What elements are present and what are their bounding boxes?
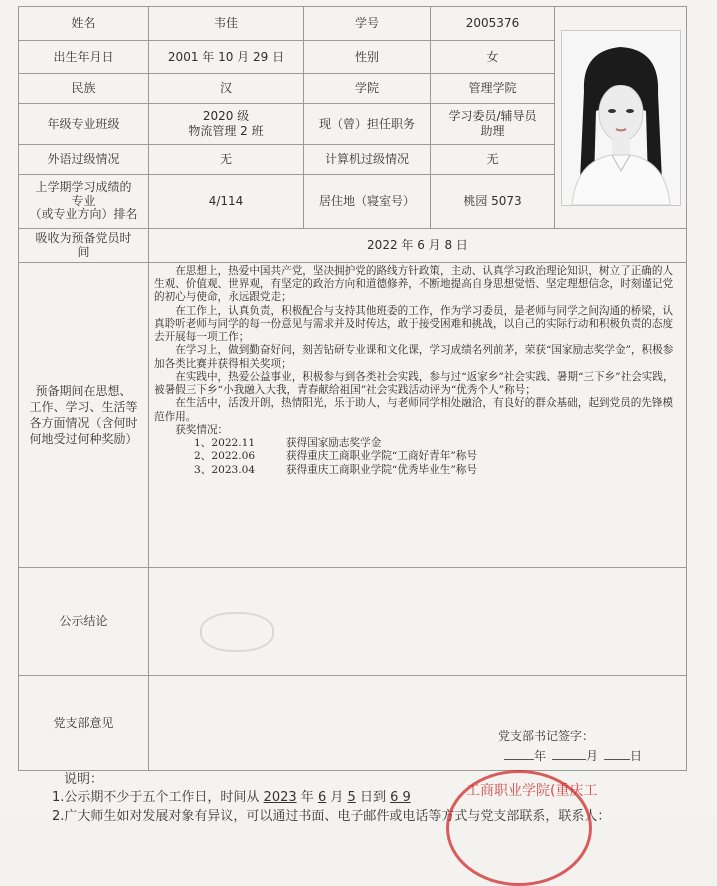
position-value-line1: 学习委员/辅导员 xyxy=(448,109,537,123)
rank-value: 4/114 xyxy=(149,175,304,229)
notes-day-unit: 日到 xyxy=(359,790,386,805)
photo-cell xyxy=(555,7,687,229)
birth-value: 2001 年 10 月 29 日 xyxy=(149,41,304,74)
secretary-signature: 党支部书记签字： xyxy=(498,729,595,743)
award-item xyxy=(154,450,681,463)
notes-line1-prefix: 1.公示期不少于五个工作日，时间从 xyxy=(52,790,260,805)
ethnicity-label: 民族 xyxy=(19,74,149,104)
language-label: 外语过级情况 xyxy=(19,145,149,175)
rank-label-line3: （或专业方向）排名 xyxy=(29,207,138,222)
performance-paragraph: 在工作上，认真负责，积极配合与支持其他班委的工作，作为学习委员，是老师与同学之间沟通的桥梁，认真聆听老师与同学的每一份意见与需求并及时传达，敢于接受困难和挑战，以自己的实际行动和积极负责的态度去开展每一项工作； xyxy=(154,304,674,344)
notes-month: 6 xyxy=(317,790,327,805)
performance-label-line3: 各方面情况（含何时 xyxy=(29,416,138,430)
notes-day: 5 xyxy=(347,790,356,805)
awards-heading: 获奖情况： xyxy=(175,423,229,436)
notes-line1 xyxy=(52,786,411,805)
ethnicity-value: 汉 xyxy=(149,74,304,104)
class-value-line2: 物流管理 2 班 xyxy=(188,124,264,138)
class-value xyxy=(149,104,304,145)
portrait-image xyxy=(562,31,680,205)
gender-label: 性别 xyxy=(304,41,431,74)
candidate-info-table xyxy=(18,6,687,771)
faint-mark xyxy=(200,612,274,652)
award-item xyxy=(154,464,681,477)
notes-month-unit: 月 xyxy=(330,790,344,805)
college-value: 管理学院 xyxy=(431,74,555,104)
branch-opinion-label: 党支部意见 xyxy=(19,676,149,771)
performance-label xyxy=(19,263,149,568)
notes-year-unit: 年 xyxy=(300,790,314,805)
performance-text xyxy=(149,263,687,568)
rank-label xyxy=(19,175,149,229)
computer-value: 无 xyxy=(431,145,555,175)
award-text: 获得重庆工商职业学院“工商好青年”称号 xyxy=(286,450,477,463)
birth-label: 出生年月日 xyxy=(19,41,149,74)
student-id-label: 学号 xyxy=(304,7,431,41)
award-text: 获得重庆工商职业学院“优秀毕业生”称号 xyxy=(286,463,477,476)
award-text: 获得国家励志奖学金 xyxy=(286,437,382,450)
performance-paragraph: 在学习上，做到勤奋好问，刻苦钻研专业课和文化课，学习成绩名列前茅，荣获“国家励志奖学金”，积极参加各类比赛并获得相关奖项； xyxy=(154,344,674,370)
award-date: 2、2022.06 xyxy=(194,450,256,463)
dorm-label: 居住地（寝室号） xyxy=(304,175,431,229)
performance-paragraph: 在思想上，热爱中国共产党，坚决拥护党的路线方针政策，主动、认真学习政治理论知识，树立了正确的人生观、价值观、世界观，有坚定的政治方向和道德修养，不断地提高自身思想觉悟、坚定理想信念，时刻谨记党的初心与使命，永远跟党走； xyxy=(154,265,674,304)
award-date: 3、2023.04 xyxy=(194,463,256,476)
sign-date xyxy=(504,747,642,764)
gender-value: 女 xyxy=(431,41,555,74)
student-id-value: 2005376 xyxy=(431,7,555,41)
probation-label-line1: 吸收为预备党员时 xyxy=(35,230,132,245)
sign-date-month: 月 xyxy=(586,749,599,763)
class-value-line1: 2020 级 xyxy=(202,109,250,123)
dorm-value: 桃园 5073 xyxy=(431,175,555,229)
sign-date-day: 日 xyxy=(630,749,643,763)
notes-end-date: 6 9 xyxy=(390,790,411,805)
rank-label-line2: 专业 xyxy=(71,193,96,208)
name-value: 韦佳 xyxy=(149,7,304,41)
award-date: 1、2022.11 xyxy=(194,437,256,450)
language-value: 无 xyxy=(149,145,304,175)
college-label: 学院 xyxy=(304,74,431,104)
performance-label-line1: 预备期间在思想、 xyxy=(35,383,132,398)
probation-value: 2022 年 6 月 8 日 xyxy=(149,229,687,263)
performance-paragraph: 在生活中，活泼开朗，热情阳光，乐于助人，与老师同学相处融洽，有良好的群众基础，起到党员的先锋模范作用。 xyxy=(154,397,674,423)
performance-paragraph: 在实践中，热爱公益事业，积极参与到各类社会实践，参与过“返家乡”社会实践、暑期“三下乡”社会实践，被暑假三下乡“小我融入大我，青春献给祖国”社会实践活动评为“优秀个人”称号； xyxy=(154,370,674,397)
sign-date-year: 年 xyxy=(534,749,547,763)
name-label: 姓名 xyxy=(19,7,149,41)
probation-label-line2: 间 xyxy=(77,244,90,259)
position-value-line2: 助理 xyxy=(480,124,505,138)
rank-label-line1: 上学期学习成绩的 xyxy=(35,179,132,194)
notes-year: 2023 xyxy=(263,790,297,805)
performance-label-line4: 何地受过何种奖励） xyxy=(29,432,138,447)
position-value xyxy=(431,104,555,145)
computer-label: 计算机过级情况 xyxy=(304,145,431,175)
notes-heading: 说明： xyxy=(64,772,104,787)
seal-text: 工商职业学院(重庆工 xyxy=(466,783,598,799)
award-item xyxy=(154,437,681,450)
publicity-label: 公示结论 xyxy=(19,568,149,676)
class-label: 年级专业班级 xyxy=(19,104,149,145)
performance-label-line2: 工作、学习、生活等 xyxy=(29,399,138,414)
notes-line2: 2.广大师生如对发展对象有异议，可以通过书面、电子邮件或电话等方式与党支部联系，联系人： xyxy=(52,809,611,824)
position-label: 现（曾）担任职务 xyxy=(304,104,431,145)
probation-label xyxy=(19,229,149,263)
student-photo xyxy=(561,30,681,206)
